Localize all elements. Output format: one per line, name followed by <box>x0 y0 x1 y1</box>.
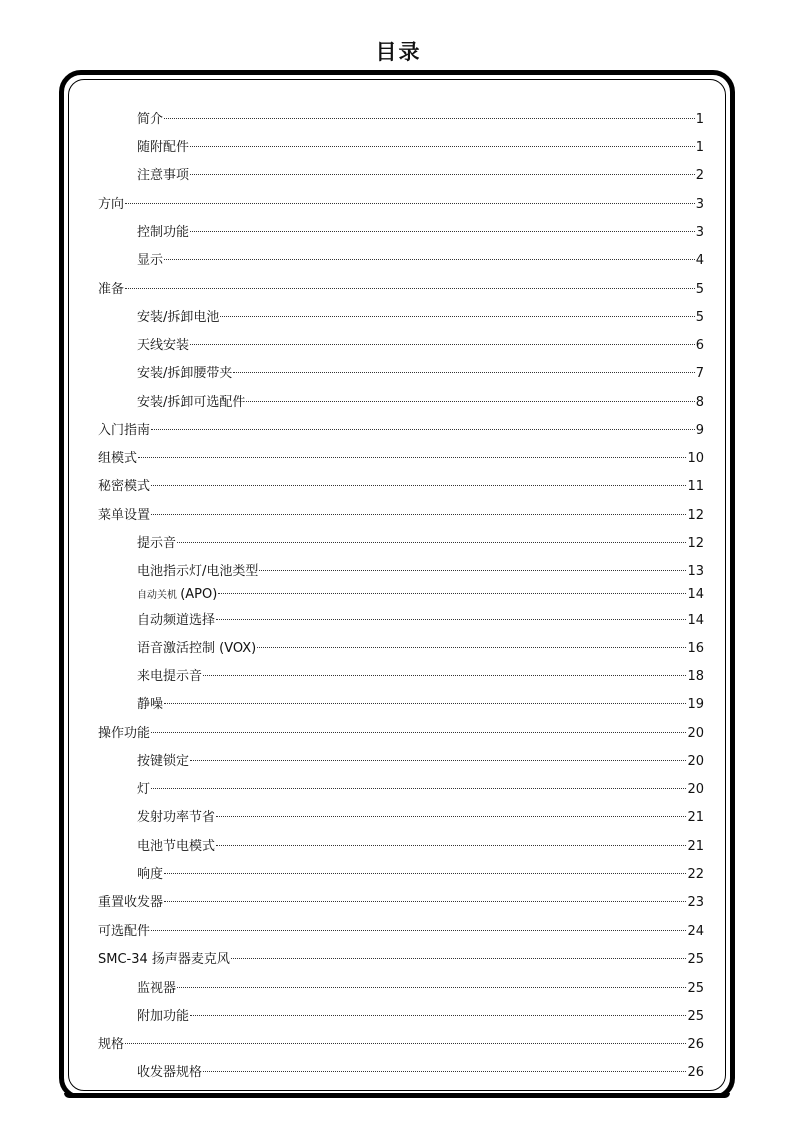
toc-entry-page: 14 <box>687 613 704 628</box>
toc-entry-label: SMC-34 扬声器麦克风 <box>98 952 230 967</box>
dot-leader <box>218 593 686 594</box>
toc-entry-page: 11 <box>687 479 704 494</box>
dot-leader <box>138 457 686 458</box>
toc-entry-label: 控制功能 <box>137 225 190 240</box>
toc-entry-label: 组模式 <box>98 451 138 466</box>
toc-entry[interactable] <box>98 1035 704 1055</box>
toc-entry-label: 灯 <box>137 782 151 797</box>
toc-entry[interactable] <box>137 780 704 800</box>
toc-entry-label: 简介 <box>137 112 164 127</box>
frame-bottom-cover <box>0 1098 797 1122</box>
toc-entry[interactable] <box>137 364 704 384</box>
toc-entry-label: 电池指示灯/电池类型 <box>137 564 259 579</box>
dot-leader <box>216 816 686 817</box>
dot-leader <box>151 930 686 931</box>
toc-entry-label: 秘密模式 <box>98 479 151 494</box>
toc-entry-page: 5 <box>695 310 704 325</box>
toc-entry[interactable] <box>137 808 704 828</box>
toc-entry[interactable] <box>98 449 704 469</box>
toc-entry-page: 26 <box>687 1065 704 1080</box>
toc-entry[interactable] <box>137 667 704 687</box>
dot-leader <box>177 987 686 988</box>
toc-entry-label: 显示 <box>137 253 164 268</box>
dot-leader <box>164 118 695 119</box>
toc-entry[interactable] <box>137 1007 704 1027</box>
toc-entry-page: 9 <box>695 423 704 438</box>
toc-entry[interactable] <box>137 534 704 554</box>
dot-leader <box>190 760 686 761</box>
dot-leader <box>151 732 686 733</box>
dot-leader <box>125 288 695 289</box>
toc-entry-page: 12 <box>687 536 704 551</box>
toc-entry-label: 随附配件 <box>137 140 190 155</box>
toc-entry[interactable] <box>137 336 704 356</box>
toc-entry-label: 按键锁定 <box>137 754 190 769</box>
toc-entry[interactable] <box>137 562 704 582</box>
toc-entry-page: 1 <box>695 140 704 155</box>
toc-entry-label: 安装/拆卸可选配件 <box>137 395 246 410</box>
toc-entry-page: 20 <box>687 726 704 741</box>
toc-entry-page: 24 <box>687 924 704 939</box>
dot-leader <box>190 146 695 147</box>
dot-leader <box>151 485 686 486</box>
dot-leader <box>151 514 686 515</box>
toc-entry-label: 安装/拆卸电池 <box>137 310 220 325</box>
toc-entry-page: 13 <box>687 564 704 579</box>
dot-leader <box>164 873 686 874</box>
toc-entry-page: 3 <box>695 225 704 240</box>
dot-leader <box>216 619 686 620</box>
toc-entry-label: 发射功率节省 <box>137 810 216 825</box>
toc-entry-page: 25 <box>687 1009 704 1024</box>
toc-entry-label: 静噪 <box>137 697 164 712</box>
toc-entry-label: 入门指南 <box>98 423 151 438</box>
toc-entry-page: 26 <box>687 1037 704 1052</box>
toc-entry-page: 25 <box>687 952 704 967</box>
toc-entry-label: 注意事项 <box>137 168 190 183</box>
toc-entry[interactable] <box>137 585 704 605</box>
toc-entry-page: 1 <box>695 112 704 127</box>
toc-entry-page: 20 <box>687 754 704 769</box>
toc-entry-page: 20 <box>687 782 704 797</box>
toc-entry[interactable] <box>98 893 704 913</box>
toc-entry[interactable] <box>137 138 704 158</box>
toc-entry[interactable] <box>137 639 704 659</box>
toc-entry[interactable] <box>98 477 704 497</box>
toc-entry-label: 天线安装 <box>137 338 190 353</box>
dot-leader <box>164 259 695 260</box>
toc-entry-label: 提示音 <box>137 536 177 551</box>
toc-entry-page: 8 <box>695 395 704 410</box>
toc-entry-label: 来电提示音 <box>137 669 203 684</box>
dot-leader <box>177 542 686 543</box>
toc-entry[interactable] <box>98 724 704 744</box>
toc-entry[interactable] <box>98 506 704 526</box>
toc-entry-label: 响度 <box>137 867 164 882</box>
toc-entry-label: 重置收发器 <box>98 895 164 910</box>
toc-entry[interactable] <box>137 308 704 328</box>
toc-entry-page: 2 <box>695 168 704 183</box>
toc-entry-label: 语音激活控制 (VOX) <box>137 641 257 656</box>
toc-entry-label: 收发器规格 <box>137 1065 203 1080</box>
toc-entry[interactable] <box>137 865 704 885</box>
toc-entry[interactable] <box>137 695 704 715</box>
toc-entry-page: 14 <box>687 587 704 602</box>
dot-leader <box>259 570 686 571</box>
toc-entry-page: 23 <box>687 895 704 910</box>
toc-entry[interactable] <box>98 922 704 942</box>
toc-entry[interactable] <box>137 611 704 631</box>
toc-entry-page: 16 <box>687 641 704 656</box>
toc-entry-page: 12 <box>687 508 704 523</box>
toc-entry[interactable] <box>137 166 704 186</box>
frame-bottom-edge <box>64 1093 730 1098</box>
toc-entry[interactable] <box>137 223 704 243</box>
dot-leader <box>233 372 694 373</box>
toc-entry-label: 自动频道选择 <box>137 613 216 628</box>
dot-leader <box>125 203 695 204</box>
toc-entry-label: 操作功能 <box>98 726 151 741</box>
toc-entry-page: 5 <box>695 282 704 297</box>
toc-entry-page: 22 <box>687 867 704 882</box>
dot-leader <box>190 231 695 232</box>
toc-entry[interactable] <box>137 752 704 772</box>
toc-entry[interactable] <box>137 251 704 271</box>
dot-leader <box>220 316 694 317</box>
dot-leader <box>246 401 694 402</box>
toc-entry-label: 可选配件 <box>98 924 151 939</box>
toc-entry[interactable] <box>137 979 704 999</box>
dot-leader <box>190 174 695 175</box>
toc-entry-label: 电池节电模式 <box>137 839 216 854</box>
dot-leader <box>164 703 686 704</box>
toc-entry-label: 方向 <box>98 197 125 212</box>
toc-entry-page: 21 <box>687 810 704 825</box>
dot-leader <box>216 845 686 846</box>
toc-entry-page: 7 <box>695 366 704 381</box>
toc-entry[interactable] <box>98 950 704 970</box>
toc-entry-page: 6 <box>695 338 704 353</box>
toc-entry[interactable] <box>137 1063 704 1083</box>
dot-leader <box>125 1043 686 1044</box>
toc-entry-page: 19 <box>687 697 704 712</box>
toc-entry-label: 准备 <box>98 282 125 297</box>
dot-leader <box>203 1071 686 1072</box>
toc-entry-label: 附加功能 <box>137 1009 190 1024</box>
toc-entry-page: 10 <box>687 451 704 466</box>
dot-leader <box>151 429 695 430</box>
toc-entry[interactable] <box>98 421 704 441</box>
dot-leader <box>151 788 686 789</box>
toc-entry[interactable] <box>137 393 704 413</box>
toc-entry[interactable] <box>98 280 704 300</box>
toc-entry[interactable] <box>137 837 704 857</box>
toc-entry-page: 4 <box>695 253 704 268</box>
dot-leader <box>164 901 686 902</box>
toc-entry-label: 监视器 <box>137 981 177 996</box>
toc-entry-label: 菜单设置 <box>98 508 151 523</box>
dot-leader <box>257 647 686 648</box>
toc-entry-page: 25 <box>687 981 704 996</box>
toc-entry-label: 安装/拆卸腰带夹 <box>137 366 233 381</box>
toc-entry-label: 自动关机 (APO) <box>137 587 218 602</box>
dot-leader <box>190 1015 686 1016</box>
dot-leader <box>203 675 686 676</box>
toc-entry-page: 21 <box>687 839 704 854</box>
toc-entry-page: 18 <box>687 669 704 684</box>
page-title: 目录 <box>375 40 422 64</box>
toc-entry-label: 规格 <box>98 1037 125 1052</box>
toc-entry[interactable] <box>98 195 704 215</box>
toc-entry-page: 3 <box>695 197 704 212</box>
dot-leader <box>231 958 687 959</box>
dot-leader <box>190 344 695 345</box>
toc-entry[interactable] <box>137 110 704 130</box>
